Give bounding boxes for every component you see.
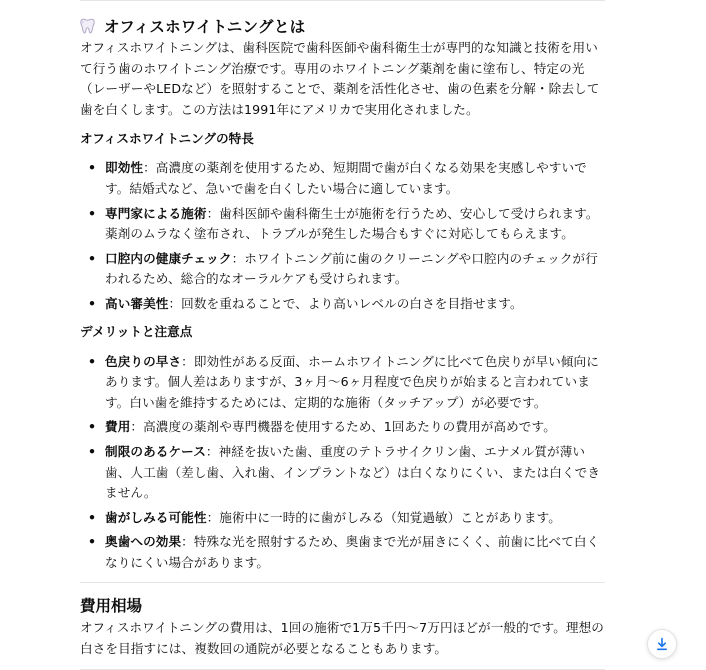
item-term: 奥歯への効果 xyxy=(105,534,182,550)
section-heading-cost: 費用相場 xyxy=(80,597,143,616)
item-term: 費用 xyxy=(105,419,131,435)
item-text: ：歯科医師や歯科衛生士が施術を行うため、安心して受けられます。薬剤のムラなく塗布され、トラブルが発生した場合もすぐに対応してもらえます。 xyxy=(105,205,599,242)
section-heading-office-whitening xyxy=(80,14,605,38)
features-heading: オフィスホワイトニングの特長 xyxy=(80,131,254,147)
list-item: • 口腔内の健康チェック：ホワイトニング前に歯のクリーニングや口腔内のチェックが行われるため、総合的なオーラルケアも受けられます。 xyxy=(88,250,598,287)
intro-paragraph: オフィスホワイトニングは、歯科医院で歯科医師や歯科衛生士が専門的な知識と技術を用いて行う歯のホワイトニング治療です。専用のホワイトニング薬剤を歯に塗布し、特定の光（レーザーやLEDなど）を照射することで、薬剤を活性化させ、歯の色素を分解・除去して歯を白くします。この方法は1991年にアメリカで実用化されました。 xyxy=(80,40,600,117)
list-item: • 高い審美性：回数を重ねることで、より高いレベルの白さを目指せます。 xyxy=(88,295,523,311)
list-item: • 専門家による施術：歯科医師や歯科衛生士が施術を行うため、安心して受けられます。薬剤のムラなく塗布され、トラブルが発生した場合もすぐに対応してもらえます。 xyxy=(88,205,599,242)
list-item: • 即効性：高濃度の薬剤を使用するため、短期間で歯が白くなる効果を実感しやすいです。結婚式など、急いで歯を白くしたい場合に適しています。 xyxy=(88,160,587,196)
item-text: ：特殊な光を照射するため、奥歯まで光が届きにくく、前歯に比べて白くなりにくい場合があります。 xyxy=(105,534,600,570)
demerits-list xyxy=(80,352,605,574)
demerits-heading: デメリットと注意点 xyxy=(80,323,193,339)
item-text: ：神経を抜いた歯、重度のテトラサイクリン歯、エナメル質が薄い歯、人工歯（差し歯、入れ歯、インプラントなど）は白くなりにくい、または白くできません。 xyxy=(105,443,601,501)
item-term: 即効性 xyxy=(105,160,144,176)
section-divider xyxy=(80,582,605,583)
item-term: 制限のあるケース xyxy=(105,443,206,459)
item-text: ：回数を重ねることで、より高いレベルの白さを目指せます。 xyxy=(168,295,523,311)
section-title: オフィスホワイトニングとは xyxy=(104,18,306,36)
item-term: 色戻りの早さ xyxy=(105,353,182,369)
item-term: 専門家による施術 xyxy=(105,205,207,221)
list-item: • 制限のあるケース：神経を抜いた歯、重度のテトラサイクリン歯、エナメル質が薄い歯、人工歯（差し歯、入れ歯、インプラントなど）は白くなりにくい、または白くできません。 xyxy=(88,443,601,501)
item-text: ：施術中に一時的に歯がしみる（知覚過敏）ことがあります。 xyxy=(206,509,561,525)
scroll-to-bottom-button[interactable] xyxy=(647,629,677,659)
top-divider xyxy=(80,0,605,1)
list-item: • 色戻りの早さ：即効性がある反面、ホームホワイトニングに比べて色戻りが早い傾向にあります。個人差はありますが、3ヶ月〜6ヶ月程度で色戻りが始まると言われています。白い歯を維持するためには、定期的な施術（タッチアップ）が必要です。 xyxy=(88,353,599,410)
item-text: ：ホワイトニング前に歯のクリーニングや口腔内のチェックが行われるため、総合的なオーラルケアも受けられます。 xyxy=(105,250,598,287)
article-content xyxy=(80,0,605,670)
item-text: ：高濃度の薬剤を使用するため、短期間で歯が白くなる効果を実感しやすいです。結婚式など、急いで歯を白くしたい場合に適しています。 xyxy=(105,160,587,196)
item-text: ：高濃度の薬剤や専門機器を使用するため、1回あたりの費用が高めです。 xyxy=(130,419,556,435)
item-text: ：即効性がある反面、ホームホワイトニングに比べて色戻りが早い傾向にあります。個人差はありますが、3ヶ月〜6ヶ月程度で色戻りが始まると言われています。白い歯を維持するためには、定期的な施術（タッチアップ）が必要です。 xyxy=(105,353,599,410)
list-item: • 歯がしみる可能性：施術中に一時的に歯がしみる（知覚過敏）ことがあります。 xyxy=(88,509,561,525)
tooth-icon xyxy=(80,18,95,34)
item-term: 口腔内の健康チェック xyxy=(105,250,232,266)
cost-paragraph: オフィスホワイトニングの費用は、1回の施術で1万5千円〜7万円ほどが一般的です。理想の白さを目指すには、複数回の通院が必要となることもあります。 xyxy=(80,620,604,657)
arrow-down-icon xyxy=(655,637,669,651)
item-term: 高い審美性 xyxy=(105,295,169,311)
item-term: 歯がしみる可能性 xyxy=(105,509,207,525)
list-item: • 費用：高濃度の薬剤や専門機器を使用するため、1回あたりの費用が高めです。 xyxy=(88,419,556,435)
list-item: • 奥歯への効果：特殊な光を照射するため、奥歯まで光が届きにくく、前歯に比べて白くなりにくい場合があります。 xyxy=(88,534,600,570)
features-list xyxy=(80,158,605,314)
